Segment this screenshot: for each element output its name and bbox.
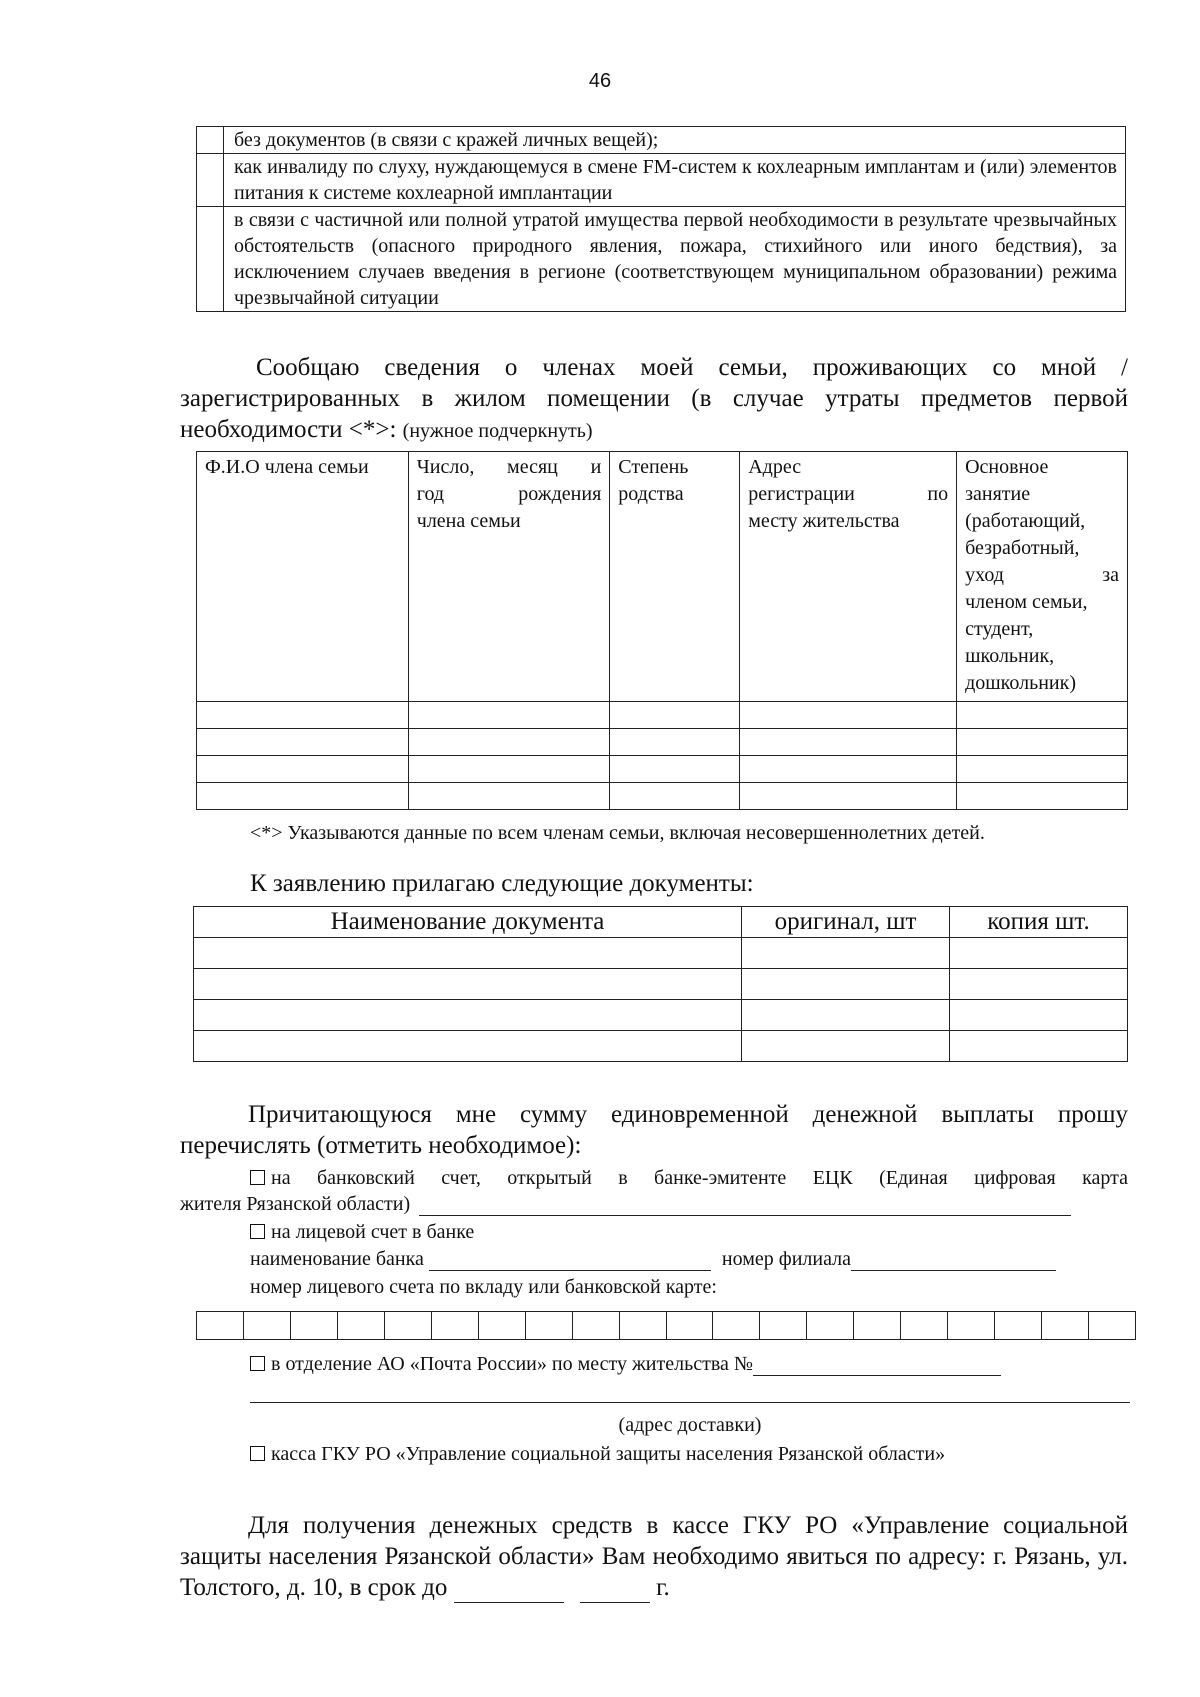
branch-field[interactable] bbox=[851, 1250, 1056, 1271]
option-cash-desk-label: касса ГКУ РО «Управление социальной защиты населения Рязанской области» bbox=[271, 1443, 946, 1465]
option-personal-account-label: на лицевой счет в банке bbox=[271, 1221, 475, 1243]
table-cell[interactable] bbox=[194, 969, 742, 1000]
reason-checkbox[interactable] bbox=[197, 154, 224, 207]
checkbox-icon[interactable] bbox=[250, 1224, 265, 1239]
reasons-table bbox=[196, 126, 1126, 312]
table-cell[interactable] bbox=[950, 1000, 1128, 1031]
family-intro bbox=[180, 352, 1128, 447]
table-cell[interactable] bbox=[408, 783, 610, 810]
reason-text: в связи с частичной или полной утратой имущества первой необходимости в результате чрезвычайных обстоятельств (опасного природного явления, пожара, стихийного или иного бедствия), за исключением случаев введения в регионе (соответствующем муниципальном образовании) режима чрезвычайной ситуации bbox=[224, 207, 1126, 312]
table-cell[interactable] bbox=[742, 1031, 950, 1062]
table-cell[interactable] bbox=[740, 729, 957, 756]
digit-box[interactable] bbox=[244, 1311, 291, 1340]
docs-intro: К заявлению прилагаю следующие документы: bbox=[250, 870, 754, 897]
table-cell[interactable] bbox=[957, 783, 1128, 810]
digit-box[interactable] bbox=[479, 1311, 526, 1340]
delivery-address-field[interactable] bbox=[250, 1402, 1130, 1403]
col-relation-header: Степень родства bbox=[610, 452, 740, 702]
deadline-date-field[interactable] bbox=[454, 1580, 564, 1603]
docs-header-row bbox=[194, 907, 1128, 938]
table-cell[interactable] bbox=[740, 756, 957, 783]
closing-year-suffix: г. bbox=[656, 1574, 670, 1601]
closing-text: Для получения денежных средств в кассе ГКУ РО «Управление социальной защиты населения Рязанской области» Вам необходимо явиться по адресу: г. Рязань, ул. Толстого, д. 10, в срок до bbox=[180, 1512, 1128, 1601]
col-birth-header: Число, месяц и год рождения члена семьи bbox=[408, 452, 610, 702]
table-cell[interactable] bbox=[194, 1031, 742, 1062]
digit-box[interactable] bbox=[854, 1311, 901, 1340]
branch-label: номер филиала bbox=[721, 1248, 852, 1270]
table-cell[interactable] bbox=[610, 702, 740, 729]
family-header-row bbox=[197, 452, 1128, 702]
table-cell[interactable] bbox=[408, 756, 610, 783]
digit-box[interactable] bbox=[526, 1311, 573, 1340]
reason-row bbox=[197, 154, 1126, 207]
digit-box[interactable] bbox=[620, 1311, 667, 1340]
table-row bbox=[194, 969, 1128, 1000]
family-footnote: <*> Указываются данные по всем членам семьи, включая несовершеннолетних детей. bbox=[250, 822, 985, 844]
table-cell[interactable] bbox=[957, 756, 1128, 783]
bank-card-account-field[interactable] bbox=[419, 1195, 1071, 1216]
account-number-label: номер лицевого счета по вкладу или банковской карте: bbox=[250, 1276, 717, 1298]
option-bank-card-line2 bbox=[180, 1192, 1128, 1216]
table-cell[interactable] bbox=[742, 969, 950, 1000]
table-cell[interactable] bbox=[950, 1031, 1128, 1062]
option-personal-account[interactable] bbox=[250, 1220, 474, 1244]
family-intro-hint: (нужное подчеркнуть) bbox=[402, 420, 593, 442]
table-cell[interactable] bbox=[408, 702, 610, 729]
table-cell[interactable] bbox=[194, 1000, 742, 1031]
delivery-address-hint: (адрес доставки) bbox=[618, 1414, 762, 1436]
digit-box[interactable] bbox=[291, 1311, 338, 1340]
table-cell[interactable] bbox=[610, 756, 740, 783]
digit-box[interactable] bbox=[385, 1311, 432, 1340]
table-cell[interactable] bbox=[197, 756, 409, 783]
col-copy-header: копия шт. bbox=[950, 907, 1128, 938]
table-cell[interactable] bbox=[957, 702, 1128, 729]
post-office-number-field[interactable] bbox=[753, 1355, 1001, 1376]
option-bank-card[interactable] bbox=[250, 1166, 1128, 1190]
digit-box[interactable] bbox=[573, 1311, 620, 1340]
option-post-office[interactable] bbox=[250, 1352, 1128, 1376]
page-number: 46 bbox=[588, 70, 612, 92]
digit-box[interactable] bbox=[948, 1311, 995, 1340]
col-address-header: Адрес регистрации по месту жительства bbox=[740, 452, 957, 702]
col-doc-name-header: Наименование документа bbox=[194, 907, 742, 938]
checkbox-icon[interactable] bbox=[250, 1170, 265, 1185]
table-cell[interactable] bbox=[742, 1000, 950, 1031]
col-name-header: Ф.И.О члена семьи bbox=[197, 452, 409, 702]
checkbox-icon[interactable] bbox=[250, 1446, 265, 1461]
table-row bbox=[194, 1000, 1128, 1031]
family-intro-text: Сообщаю сведения о членах моей семьи, проживающих со мной / зарегистрированных в жилом помещении (в случае утраты предметов первой необходимости <*>: bbox=[180, 354, 1128, 443]
table-row bbox=[194, 938, 1128, 969]
table-row bbox=[197, 729, 1128, 756]
table-cell[interactable] bbox=[957, 729, 1128, 756]
table-row bbox=[197, 702, 1128, 729]
bank-name-label: наименование банка bbox=[250, 1248, 424, 1270]
deadline-year-field[interactable] bbox=[580, 1580, 650, 1603]
digit-box[interactable] bbox=[338, 1311, 385, 1340]
closing-paragraph bbox=[180, 1510, 1128, 1603]
digit-box[interactable] bbox=[901, 1311, 948, 1340]
reason-row bbox=[197, 127, 1126, 154]
digit-box[interactable] bbox=[667, 1311, 714, 1340]
option-post-office-label: в отделение АО «Почта России» по месту жительства № bbox=[271, 1353, 753, 1375]
payment-intro: Причитающуюся мне сумму единовременной денежной выплаты прошу перечислять (отметить необходимое): bbox=[180, 1101, 1128, 1159]
family-table bbox=[196, 451, 1128, 810]
reason-checkbox[interactable] bbox=[197, 127, 224, 154]
table-cell[interactable] bbox=[950, 969, 1128, 1000]
table-cell[interactable] bbox=[740, 783, 957, 810]
table-cell[interactable] bbox=[197, 783, 409, 810]
table-row bbox=[197, 783, 1128, 810]
table-row bbox=[194, 1031, 1128, 1062]
bank-name-field[interactable] bbox=[429, 1250, 711, 1271]
option-cash-desk[interactable] bbox=[250, 1442, 945, 1466]
reason-text: без документов (в связи с кражей личных вещей); bbox=[224, 127, 1126, 154]
table-row bbox=[197, 756, 1128, 783]
table-cell[interactable] bbox=[197, 702, 409, 729]
col-occupation-header: Основное занятие (работающий, безработный, уход за членом семьи, студент, школьник, дошкольник) bbox=[957, 452, 1128, 702]
table-cell[interactable] bbox=[610, 729, 740, 756]
table-cell[interactable] bbox=[950, 938, 1128, 969]
checkbox-icon[interactable] bbox=[250, 1356, 265, 1371]
digit-box[interactable] bbox=[196, 1311, 244, 1340]
digit-box[interactable] bbox=[760, 1311, 807, 1340]
digit-box[interactable] bbox=[995, 1311, 1042, 1340]
digit-box[interactable] bbox=[432, 1311, 479, 1340]
table-cell[interactable] bbox=[610, 783, 740, 810]
reason-checkbox[interactable] bbox=[197, 207, 224, 312]
table-cell[interactable] bbox=[194, 938, 742, 969]
table-cell[interactable] bbox=[740, 702, 957, 729]
digit-box[interactable] bbox=[1089, 1311, 1136, 1340]
col-original-header: оригинал, шт bbox=[742, 907, 950, 938]
digit-box[interactable] bbox=[1042, 1311, 1089, 1340]
table-cell[interactable] bbox=[197, 729, 409, 756]
option-bank-card-label-2: жителя Рязанской области) bbox=[180, 1193, 411, 1215]
option-bank-card-label: на банковский счет, открытый в банке-эмитенте ЕЦК (Единая цифровая карта bbox=[271, 1167, 1128, 1189]
digit-box[interactable] bbox=[713, 1311, 760, 1340]
table-cell[interactable] bbox=[408, 729, 610, 756]
documents-table bbox=[193, 906, 1128, 1062]
bank-details-line bbox=[250, 1247, 1128, 1271]
table-cell[interactable] bbox=[742, 938, 950, 969]
reason-text: как инвалиду по слуху, нуждающемуся в смене FM-систем к кохлеарным имплантам и (или) элементов питания к системе кохлеарной имплантации bbox=[224, 154, 1126, 207]
digit-box[interactable] bbox=[807, 1311, 854, 1340]
account-number-boxes[interactable] bbox=[196, 1311, 1136, 1341]
reason-row bbox=[197, 207, 1126, 312]
